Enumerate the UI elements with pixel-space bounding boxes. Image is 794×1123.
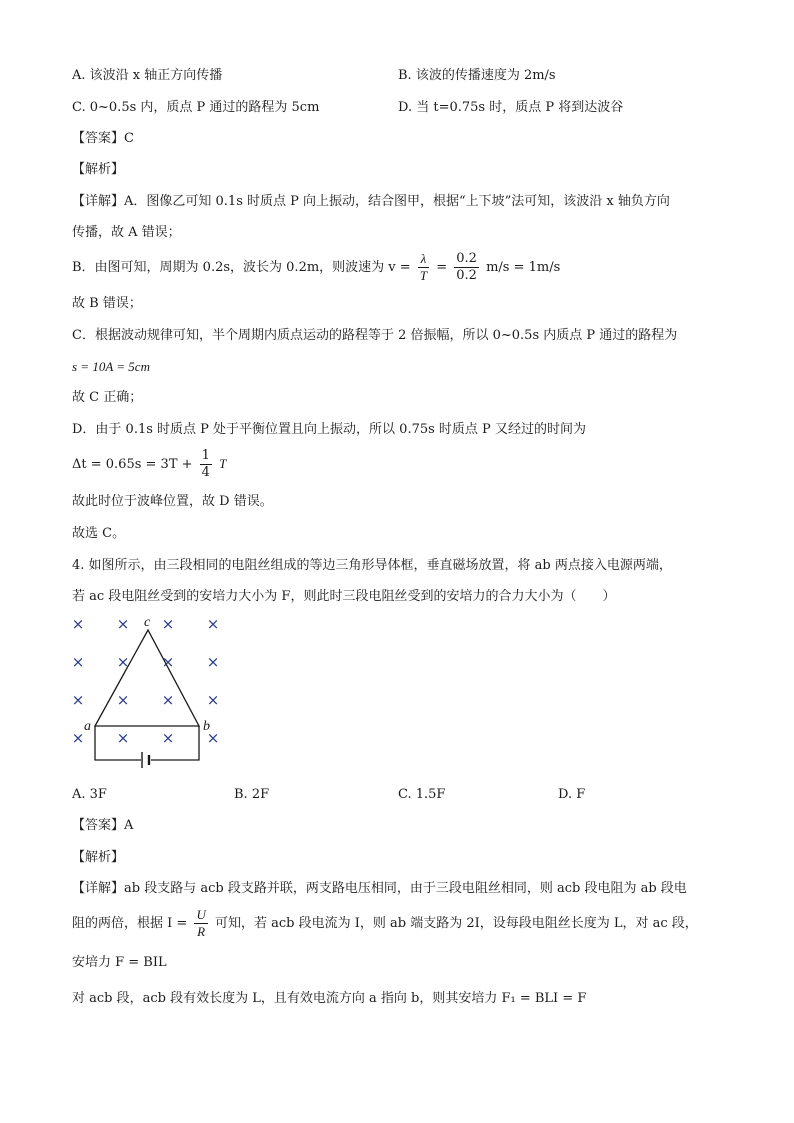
- q4-detail-line2-suffix: 可知，若 acb 段电流为 I，则 ab 端支路为 2I，设每段电阻丝长度为 L，对 ac 段，: [214, 916, 698, 931]
- q4-stem-line2: 若 ac 段电阻丝受到的安培力大小为 F，则此时三段电阻丝受到的安培力的合力大小为（ ）: [72, 589, 616, 604]
- cross-mark: ×: [206, 729, 220, 747]
- q3-b-eq: =: [436, 260, 448, 275]
- q3-b-fraction-1: [418, 251, 429, 284]
- q3-detail-line1: 【详解】A．图像乙可知 0.1s 时质点 P 向上振动，结合图甲，根据“上下坡”法可知，该波沿 x 轴负方向: [72, 194, 670, 209]
- triangle-frame: [95, 630, 199, 726]
- q3-analysis-label: 【解析】: [72, 162, 125, 177]
- q3-d-frac-num: 1: [201, 448, 210, 463]
- q3-b-frac1-den: T: [419, 268, 428, 283]
- q3-answer: 【答案】C: [72, 131, 134, 146]
- q4-option-d: D. F: [558, 787, 586, 802]
- q3-d-frac-den: 4: [201, 465, 210, 480]
- cross-mark: ×: [71, 729, 85, 747]
- q3-b-frac1-num: λ: [418, 251, 429, 268]
- q3-c-line2: s = 10A = 5cm: [72, 359, 150, 374]
- cross-mark: ×: [206, 691, 220, 709]
- cross-mark: ×: [161, 653, 175, 671]
- q3-d-line1: D．由于 0.1s 时质点 P 处于平衡位置且向上振动，所以 0.75s 时质点 P 又经过的时间为: [72, 422, 586, 437]
- q3-d-formula: [72, 446, 226, 483]
- q3-option-c: C. 0~0.5s 内，质点 P 通过的路程为 5cm: [72, 100, 320, 115]
- q4-detail-line4: 对 acb 段，acb 段有效长度为 L，且有效电流方向 a 指向 b，则其安培力 F₁ = BLI = F: [72, 991, 587, 1006]
- q4-option-a: A. 3F: [72, 787, 107, 802]
- cross-mark: ×: [116, 615, 130, 633]
- cross-mark: ×: [71, 653, 85, 671]
- q4-detail-line3: 安培力 F = BIL: [72, 955, 167, 970]
- vertex-label-b: b: [203, 719, 210, 734]
- q4-stem-line1: 4. 如图所示，由三段相同的电阻丝组成的等边三角形导体框，垂直磁场放置，将 ab 两点接入电源两端，: [72, 558, 672, 573]
- q3-c-line1: C．根据波动规律可知，半个周期内质点运动的路程等于 2 倍振幅，所以 0~0.5s 内质点 P 通过的路程为: [72, 328, 678, 343]
- q4-option-b: B. 2F: [234, 787, 270, 802]
- q4-detail-line2: [72, 905, 698, 943]
- q3-b-conclusion: 故 B 错误；: [72, 296, 142, 311]
- q4-frac-num: U: [196, 907, 206, 922]
- cross-mark: ×: [161, 691, 175, 709]
- q4-ohm-fraction: [194, 907, 207, 940]
- q3-b-frac2-num: 0.2: [456, 251, 477, 266]
- q4-option-c: C. 1.5F: [398, 787, 446, 802]
- q3-detail-line2: 传播，故 A 错误；: [72, 225, 181, 240]
- q3-c-conclusion: 故 C 正确；: [72, 390, 143, 405]
- q4-frac-den: R: [197, 924, 206, 939]
- q4-detail-line2-prefix: 阻的两倍，根据 I =: [72, 916, 188, 931]
- q4-answer: 【答案】A: [72, 818, 134, 833]
- q3-b-frac2-den: 0.2: [456, 268, 477, 283]
- vertex-label-a: a: [84, 719, 91, 734]
- q3-b-formula: [72, 250, 560, 286]
- q3-d-prefix: Δt = 0.65s = 3T +: [72, 457, 193, 472]
- cross-mark: ×: [71, 615, 85, 633]
- cross-mark: ×: [206, 653, 220, 671]
- q3-d-fraction: [200, 448, 212, 481]
- vertex-label-c: c: [144, 615, 151, 630]
- q3-b-fraction-2: [454, 251, 479, 284]
- cross-mark: ×: [116, 691, 130, 709]
- q3-b-prefix: B．由图可知，周期为 0.2s，波长为 0.2m，则波速为 v =: [72, 260, 411, 275]
- q3-choice: 故选 C。: [72, 526, 126, 541]
- q4-circuit-figure: [62, 612, 232, 772]
- cross-mark: ×: [116, 653, 130, 671]
- q3-d-conclusion: 故此时位于波峰位置，故 D 错误。: [72, 494, 273, 509]
- cross-mark: ×: [71, 691, 85, 709]
- q3-option-a: A. 该波沿 x 轴正方向传播: [72, 68, 223, 83]
- q4-analysis-label: 【解析】: [72, 850, 125, 865]
- cross-mark: ×: [161, 615, 175, 633]
- q3-option-b: B. 该波的传播速度为 2m/s: [398, 68, 556, 83]
- q3-option-d: D. 当 t=0.75s 时，质点 P 将到达波谷: [398, 100, 624, 115]
- circuit-wire: [95, 726, 199, 760]
- cross-mark: ×: [206, 615, 220, 633]
- cross-mark: ×: [116, 729, 130, 747]
- q4-detail-line1: 【详解】ab 段支路与 acb 段支路并联，两支路电压相同，由于三段电阻丝相同，则 acb 段电阻为 ab 段电: [72, 881, 687, 896]
- q3-b-suffix: m/s = 1m/s: [486, 260, 561, 275]
- cross-mark: ×: [161, 729, 175, 747]
- q3-d-suffix: T: [219, 456, 227, 471]
